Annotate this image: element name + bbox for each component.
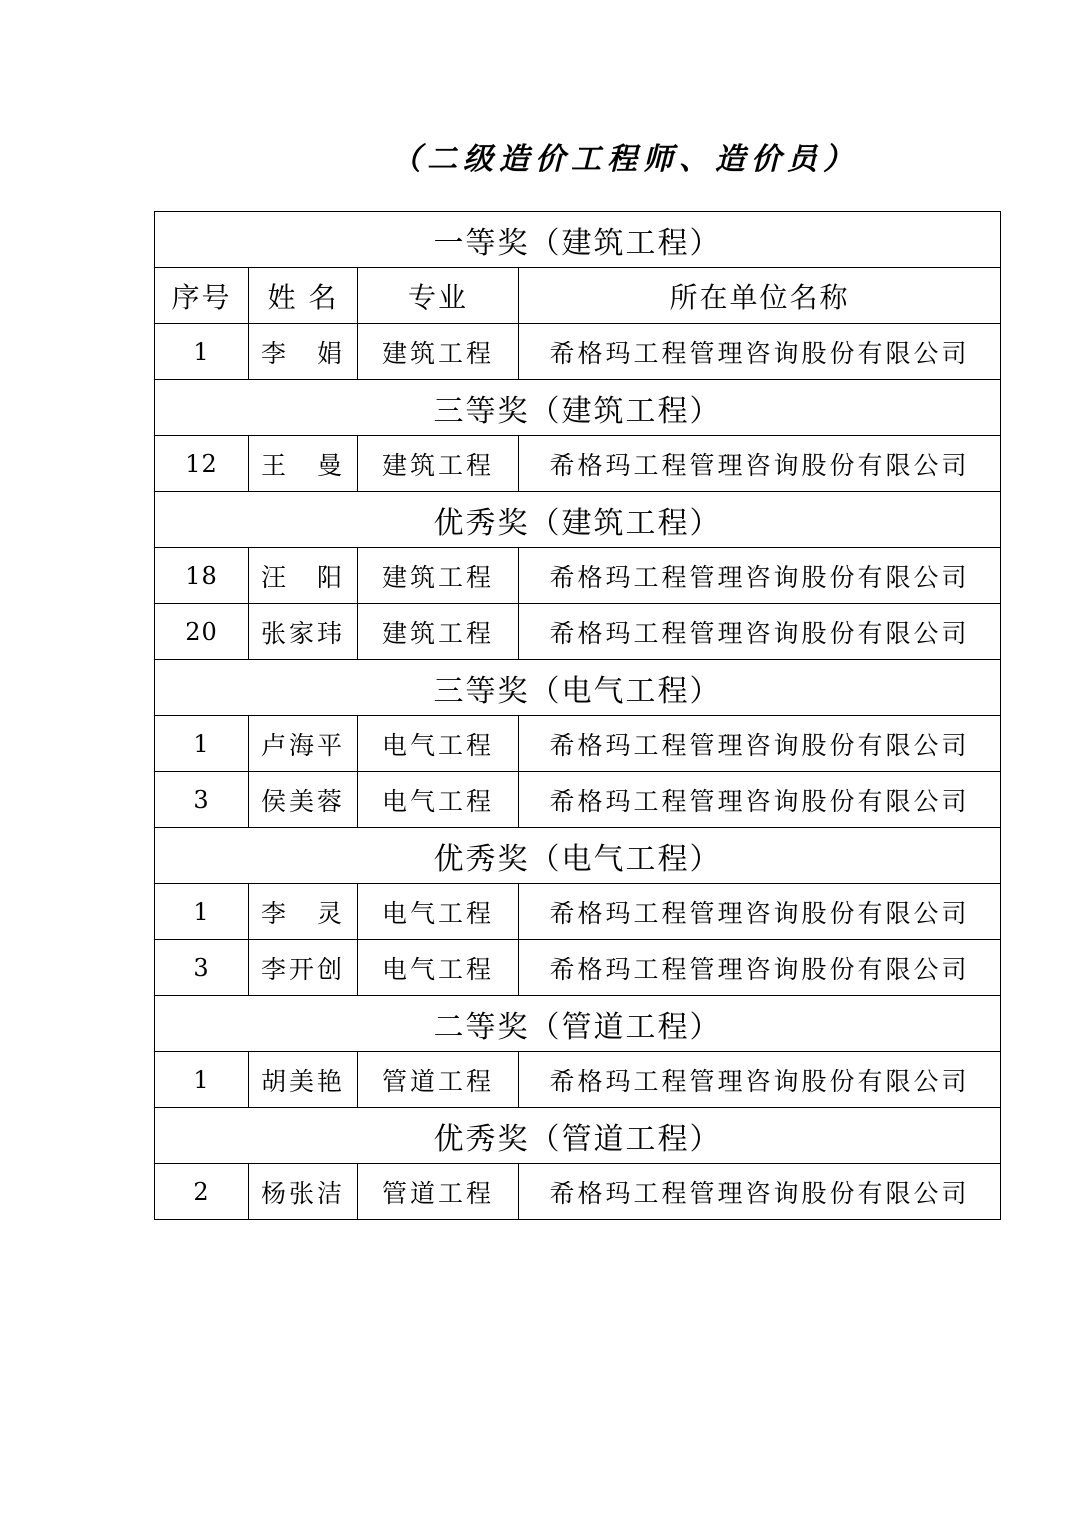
section-title-row xyxy=(155,380,1001,436)
row-seq: 3 xyxy=(155,772,249,828)
row-unit: 希格玛工程管理咨询股份有限公司 xyxy=(519,940,1001,996)
row-unit: 希格玛工程管理咨询股份有限公司 xyxy=(519,884,1001,940)
award-table-body xyxy=(155,212,1001,1220)
row-seq: 2 xyxy=(155,1164,249,1220)
header-major: 专业 xyxy=(358,268,519,324)
table-row xyxy=(155,716,1001,772)
table-row xyxy=(155,940,1001,996)
row-seq: 3 xyxy=(155,940,249,996)
row-seq: 1 xyxy=(155,884,249,940)
row-seq: 20 xyxy=(155,604,249,660)
section-title-row xyxy=(155,492,1001,548)
section-title: 一等奖（建筑工程） xyxy=(155,212,1001,268)
row-seq: 12 xyxy=(155,436,249,492)
row-major: 管道工程 xyxy=(358,1052,519,1108)
section-title-row xyxy=(155,660,1001,716)
section-title-row xyxy=(155,1108,1001,1164)
section-title: 优秀奖（电气工程） xyxy=(155,828,1001,884)
row-major: 管道工程 xyxy=(358,1164,519,1220)
table-row xyxy=(155,772,1001,828)
section-title: 三等奖（建筑工程） xyxy=(155,380,1001,436)
row-name: 王 曼 xyxy=(249,436,358,492)
row-name: 胡美艳 xyxy=(249,1052,358,1108)
row-name: 张家玮 xyxy=(249,604,358,660)
row-unit: 希格玛工程管理咨询股份有限公司 xyxy=(519,716,1001,772)
row-name: 侯美蓉 xyxy=(249,772,358,828)
row-major: 建筑工程 xyxy=(358,324,519,380)
row-name: 汪 阳 xyxy=(249,548,358,604)
section-title: 优秀奖（管道工程） xyxy=(155,1108,1001,1164)
header-seq: 序号 xyxy=(155,268,249,324)
section-title-row xyxy=(155,996,1001,1052)
table-row xyxy=(155,1164,1001,1220)
row-unit: 希格玛工程管理咨询股份有限公司 xyxy=(519,548,1001,604)
row-major: 建筑工程 xyxy=(358,548,519,604)
row-unit: 希格玛工程管理咨询股份有限公司 xyxy=(519,436,1001,492)
section-title-row xyxy=(155,212,1001,268)
award-table xyxy=(154,211,1001,1220)
table-row xyxy=(155,604,1001,660)
table-row xyxy=(155,324,1001,380)
row-unit: 希格玛工程管理咨询股份有限公司 xyxy=(519,1052,1001,1108)
section-title: 二等奖（管道工程） xyxy=(155,996,1001,1052)
row-seq: 18 xyxy=(155,548,249,604)
table-row xyxy=(155,436,1001,492)
row-unit: 希格玛工程管理咨询股份有限公司 xyxy=(519,604,1001,660)
section-title-row xyxy=(155,828,1001,884)
table-header-row xyxy=(155,268,1001,324)
section-title: 优秀奖（建筑工程） xyxy=(155,492,1001,548)
row-seq: 1 xyxy=(155,1052,249,1108)
row-seq: 1 xyxy=(155,716,249,772)
row-name: 杨张洁 xyxy=(249,1164,358,1220)
row-unit: 希格玛工程管理咨询股份有限公司 xyxy=(519,324,1001,380)
row-seq: 1 xyxy=(155,324,249,380)
row-unit: 希格玛工程管理咨询股份有限公司 xyxy=(519,772,1001,828)
row-major: 电气工程 xyxy=(358,940,519,996)
table-row xyxy=(155,1052,1001,1108)
header-name: 姓 名 xyxy=(249,268,358,324)
row-name: 卢海平 xyxy=(249,716,358,772)
row-unit: 希格玛工程管理咨询股份有限公司 xyxy=(519,1164,1001,1220)
row-major: 电气工程 xyxy=(358,772,519,828)
row-major: 建筑工程 xyxy=(358,604,519,660)
table-row xyxy=(155,548,1001,604)
table-row xyxy=(155,884,1001,940)
row-major: 建筑工程 xyxy=(358,436,519,492)
header-unit: 所在单位名称 xyxy=(519,268,1001,324)
row-name: 李开创 xyxy=(249,940,358,996)
section-title: 三等奖（电气工程） xyxy=(155,660,1001,716)
row-major: 电气工程 xyxy=(358,716,519,772)
row-name: 李 娟 xyxy=(249,324,358,380)
row-major: 电气工程 xyxy=(358,884,519,940)
document-title: （二级造价工程师、造价员） xyxy=(391,142,859,177)
row-name: 李 灵 xyxy=(249,884,358,940)
